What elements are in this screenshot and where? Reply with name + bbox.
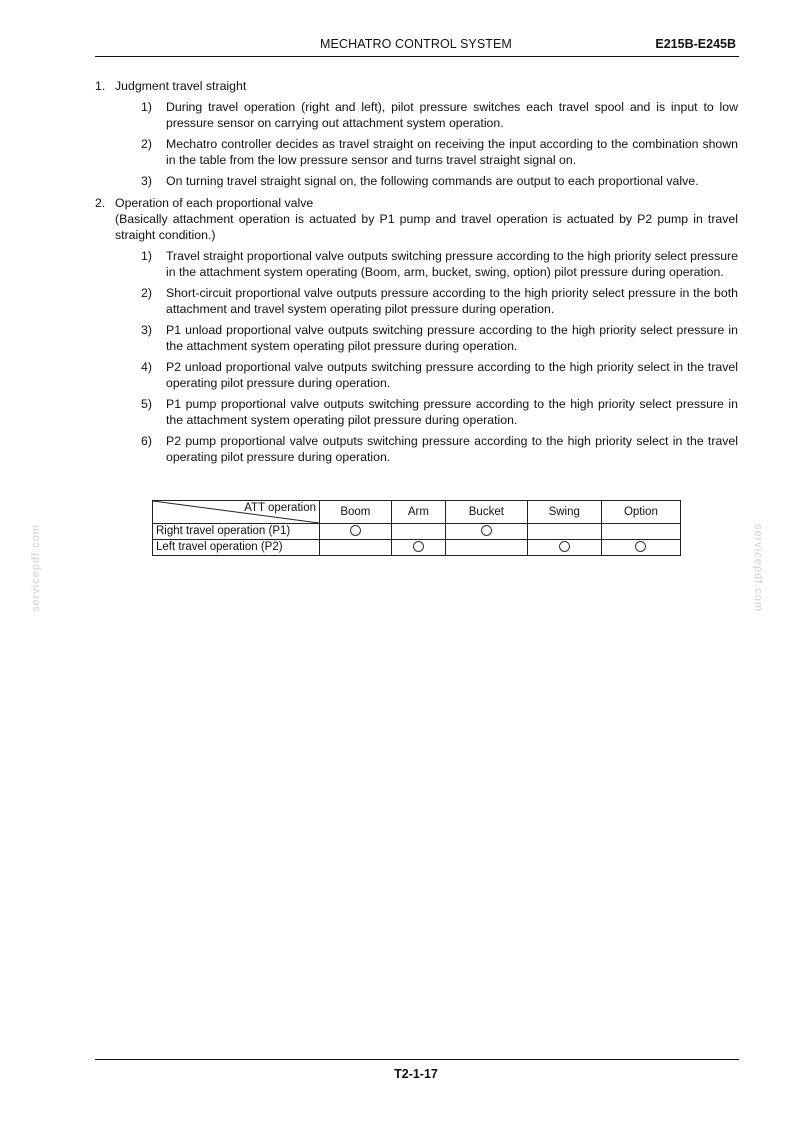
page-number: T2-1-17 [394, 1067, 438, 1081]
list-item [141, 99, 738, 131]
row-label: Left travel operation (P2) [153, 540, 320, 556]
list-item [141, 359, 738, 391]
mark-cell [527, 540, 601, 556]
item-number: 2) [141, 137, 152, 151]
table-row [153, 540, 681, 556]
item-number: 6) [141, 434, 152, 448]
page-content [95, 78, 738, 468]
item-text: P2 pump proportional valve outputs switching pressure according to the high priority select in the travel operating pilot pressure during operation. [166, 434, 738, 464]
mark-cell [446, 524, 528, 540]
table-corner-cell [153, 501, 320, 524]
item-text: Mechatro controller decides as travel straight on receiving the input according to the combination shown in the table from the low pressure sensor and turns travel straight signal on. [166, 137, 738, 167]
list-item [141, 173, 738, 189]
circle-mark-icon [481, 525, 492, 536]
item-text: P2 unload proportional valve outputs switching pressure according to the high priority select in the travel operating pilot pressure during operation. [166, 360, 738, 390]
section-items [141, 99, 738, 189]
row-label: Right travel operation (P1) [153, 524, 320, 540]
item-text: On turning travel straight signal on, the following commands are output to each proportional valve. [166, 174, 699, 188]
mark-cell [391, 540, 445, 556]
section-proportional-valve [95, 195, 738, 465]
section-note: (Basically attachment operation is actuated by P1 pump and travel operation is actuated by P2 pump in travel straight condition.) [115, 212, 738, 242]
list-item [141, 248, 738, 280]
table-header-row [153, 501, 681, 524]
corner-label: ATT operation [244, 502, 316, 514]
item-text: During travel operation (right and left), pilot pressure switches each travel spool and is input to low pressure sensor on carrying out attachment system operation. [166, 100, 738, 130]
header-divider [95, 56, 739, 57]
circle-mark-icon [413, 541, 424, 552]
item-number: 2) [141, 286, 152, 300]
column-header: Bucket [446, 501, 528, 524]
operation-table [152, 500, 681, 556]
list-item [141, 433, 738, 465]
list-item [141, 396, 738, 428]
mark-cell [446, 540, 528, 556]
header-model: E215B-E245B [655, 37, 736, 51]
mark-cell [601, 540, 680, 556]
section-judgment [95, 78, 738, 189]
section-number: 1. [95, 79, 106, 93]
table-row [153, 524, 681, 540]
item-number: 5) [141, 397, 152, 411]
watermark-right: servicepdf.com [752, 524, 765, 612]
list-item [141, 285, 738, 317]
section-items [141, 248, 738, 465]
mark-cell [527, 524, 601, 540]
column-header: Option [601, 501, 680, 524]
column-header: Swing [527, 501, 601, 524]
circle-mark-icon [559, 541, 570, 552]
column-header: Arm [391, 501, 445, 524]
list-item [141, 322, 738, 354]
item-number: 3) [141, 323, 152, 337]
item-number: 1) [141, 100, 152, 114]
column-header: Boom [320, 501, 392, 524]
section-number: 2. [95, 196, 106, 210]
item-text: P1 unload proportional valve outputs switching pressure according to the high priority select pressure in the attachment system operating pilot pressure during operation. [166, 323, 738, 353]
mark-cell [320, 524, 392, 540]
mark-cell [320, 540, 392, 556]
mark-cell [601, 524, 680, 540]
item-number: 1) [141, 249, 152, 263]
footer-divider [95, 1059, 739, 1060]
header-title: MECHATRO CONTROL SYSTEM [320, 37, 512, 51]
list-item [141, 136, 738, 168]
section-title: Judgment travel straight [115, 79, 247, 93]
section-title: Operation of each proportional valve [115, 196, 314, 210]
circle-mark-icon [635, 541, 646, 552]
item-number: 3) [141, 174, 152, 188]
item-text: Short-circuit proportional valve outputs pressure according to the high priority select pressure in the both attachment and travel system operating pilot pressure during operation. [166, 286, 738, 316]
item-text: Travel straight proportional valve outputs switching pressure according to the high priority select pressure in the attachment system operating (Boom, arm, bucket, swing, option) pilot pressure during operation. [166, 249, 738, 279]
item-text: P1 pump proportional valve outputs switching pressure according to the high priority select pressure in the attachment system operating pilot pressure during operation. [166, 397, 738, 427]
watermark-left: servicepdf.com [29, 524, 42, 612]
mark-cell [391, 524, 445, 540]
circle-mark-icon [350, 525, 361, 536]
item-number: 4) [141, 360, 152, 374]
